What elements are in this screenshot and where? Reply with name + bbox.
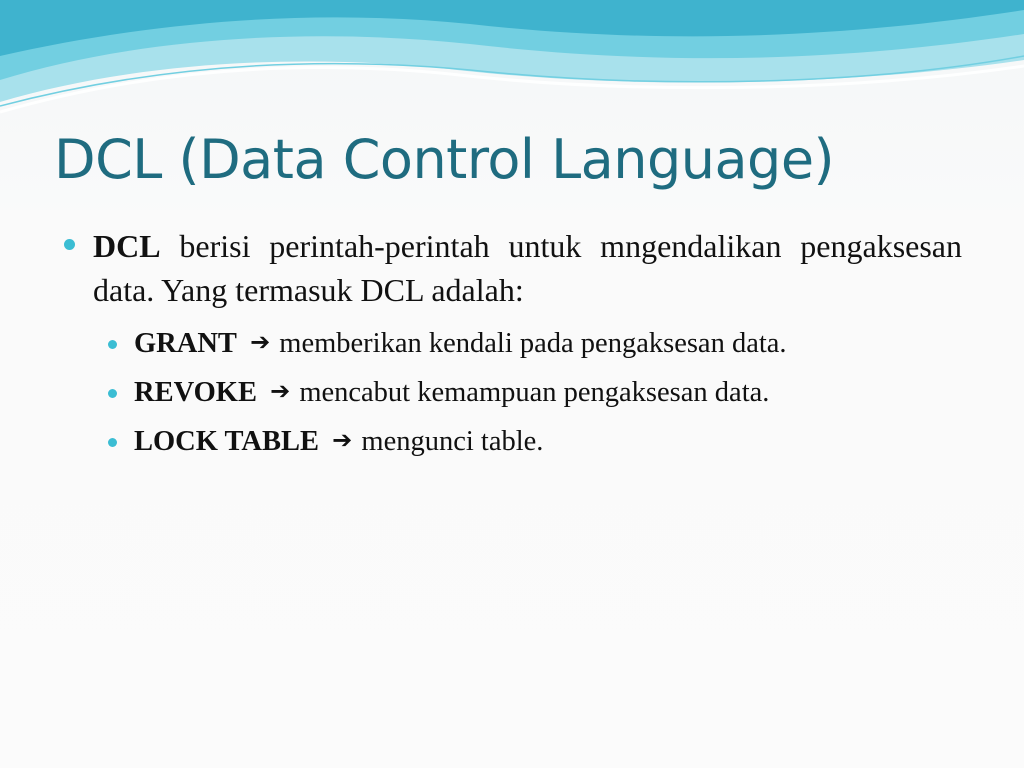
main-bullet-text: berisi perintah-perintah untuk mngendalikan pengaksesan data. Yang termasuk DCL adalah: [93,228,963,308]
sub-bullet-item-lock-table [106,422,962,462]
sub-bullet-term: LOCK TABLE [134,426,320,457]
bullet-dot-icon [64,239,75,250]
sub-bullet-item-revoke [106,373,962,413]
main-bullet-term: DCL [93,228,161,264]
main-bullet-item [62,224,962,312]
sub-bullet-text: mencabut kemampuan pengaksesan data. [299,377,770,408]
right-arrow-icon: ➔ [332,426,353,454]
bullet-dot-icon [108,438,117,447]
sub-bullet-text: memberikan kendali pada pengaksesan data. [279,328,787,359]
sub-bullet-term: GRANT [134,328,237,359]
bullet-dot-icon [108,340,117,349]
decorative-wave-banner [0,0,1024,130]
right-arrow-icon: ➔ [250,328,271,356]
bullet-content [62,224,962,462]
sub-bullet-item-grant [106,324,962,364]
page-title: DCL (Data Control Language) [54,128,835,191]
sub-bullet-text: mengunci table. [361,426,544,457]
bullet-dot-icon [108,389,117,398]
right-arrow-icon: ➔ [270,377,291,405]
sub-bullet-term: REVOKE [134,377,257,408]
